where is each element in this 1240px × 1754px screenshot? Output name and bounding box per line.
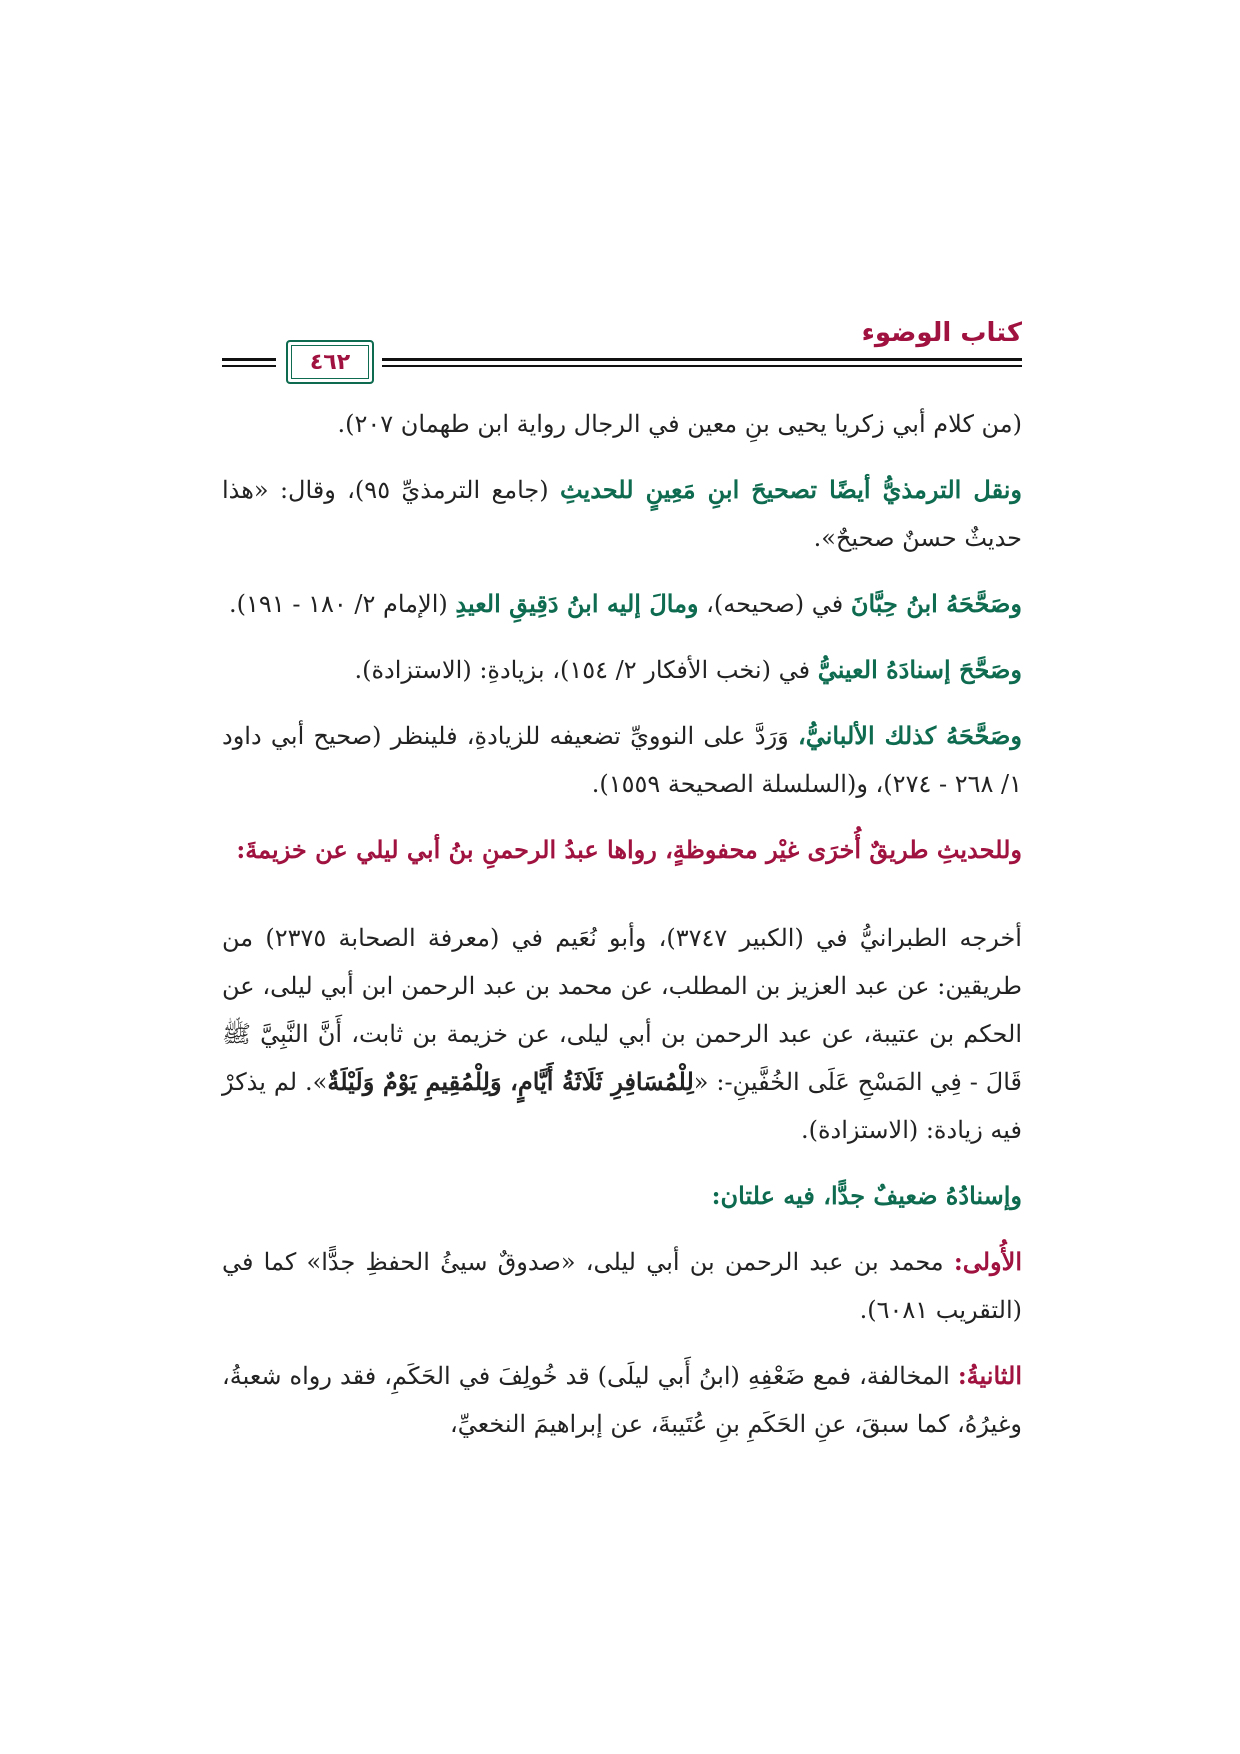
p3-text-2: (الإمام ٢/ ١٨٠ - ١٩١).	[229, 590, 456, 618]
page-number-frame	[286, 340, 374, 384]
p10-text: المخالفة، فمع ضَعْفِهِ (ابنُ أَبي ليلَى) قد خُولِفَ في الحَكَمِ، فقد رواه شعبةُ، وغيرُهُ، كما سبقَ، عنِ الحَكَمِ بنِ عُتَيبةَ، عن إبراهيمَ النخعيِّ،	[222, 1362, 1022, 1438]
paragraph-1	[222, 400, 1022, 448]
page-number: ٤٦٢	[309, 349, 351, 375]
paragraph-7	[222, 914, 1022, 1154]
paragraph-5	[222, 712, 1022, 808]
p3-text-1: في (صحيحه)،	[698, 590, 851, 618]
p4-text: في (نخب الأفكار ٢/ ١٥٤)، بزيادةِ: (الاستزادة).	[354, 656, 818, 684]
p3-highlight-1: وصَحَّحَهُ ابنُ حِبَّانَ	[850, 589, 1022, 618]
paragraph-8	[222, 1172, 1022, 1220]
p10-label: الثانيةُ:	[957, 1361, 1022, 1390]
header-rule-left-top	[222, 358, 276, 361]
book-title: كتاب الوضوء	[861, 318, 1022, 348]
paragraph-2	[222, 466, 1022, 562]
p9-text: محمد بن عبد الرحمن بن أبي ليلى، «صدوقٌ سيئُ الحفظِ جدًّا» كما في (التقريب ٦٠٨١).	[222, 1248, 1022, 1324]
p2-highlight: ونقل الترمذيُّ أيضًا تصحيحَ ابنِ مَعِينٍ للحديثِ	[559, 475, 1022, 504]
p5-highlight: وصَحَّحَهُ كذلك الألبانيُّ،	[798, 721, 1022, 750]
paragraph-9	[222, 1238, 1022, 1334]
p6-heading: وللحديثِ طريقٌ أُخرَى غيْر محفوظةٍ، رواها عبدُ الرحمنِ بنُ أبي ليلي عن خزيمةَ:	[236, 835, 1022, 864]
p5-text: وَرَدَّ على النوويِّ تضعيفه للزيادةِ، فلينظر (صحيح أبي داود ١/ ٢٦٨ - ٢٧٤)، و(السلسلة الصحيحة ١٥٥٩).	[222, 722, 1022, 798]
p9-label: الأُولى:	[953, 1247, 1022, 1276]
p8-highlight: وإسنادُهُ ضعيفٌ جدًّا، فيه علتان:	[711, 1181, 1022, 1210]
paragraph-10	[222, 1352, 1022, 1448]
header-rule-top	[382, 358, 1022, 361]
p3-highlight-2: ومالَ إليه ابنُ دَقِيقِ العيدِ	[455, 589, 699, 618]
header-rule-left-bottom	[222, 365, 276, 367]
p1-text: (من كلام أبي زكريا يحيى بنِ معين في الرجال رواية ابن طهمان ٢٠٧).	[337, 410, 1022, 438]
p7-hadith-text: لِلْمُسَافِرِ ثَلَاثَةُ أَيَّامٍ، وَلِلْمُقِيمِ يَوْمٌ وَلَيْلَةٌ	[327, 1067, 694, 1096]
page-header	[222, 318, 1022, 378]
paragraph-6	[222, 826, 1022, 874]
header-rule-bottom	[382, 365, 1022, 367]
paragraph-4	[222, 646, 1022, 694]
p4-highlight: وصَحَّحَ إسنادَهُ العينيُّ	[817, 655, 1022, 684]
paragraph-3	[222, 580, 1022, 628]
p7-text-1: أخرجه الطبرانيُّ في (الكبير ٣٧٤٧)، وأبو نُعَيم في (معرفة الصحابة ٢٣٧٥) من طريقين: عن عبد العزيز بن المطلب، عن محمد بن عبد الرحمن ابن أبي ليلى، عن الحكم بن عتيبة، عن عبد الرحمن بن أبي ليلى، عن خزيمة بن ثابت، أَنَّ النَّبِيَّ ﷺ قَالَ - فِي المَسْحِ عَلَى الخُفَّينِ-: «	[222, 924, 1022, 1096]
p2-text: (جامع الترمذيِّ ٩٥)، وقال: «هذا حديثٌ حسنٌ صحيحٌ».	[222, 476, 1022, 552]
p7-text-2: ». لم يذكرْ فيه زيادة: (الاستزادة).	[222, 1068, 1022, 1144]
page-body	[222, 400, 1022, 1466]
